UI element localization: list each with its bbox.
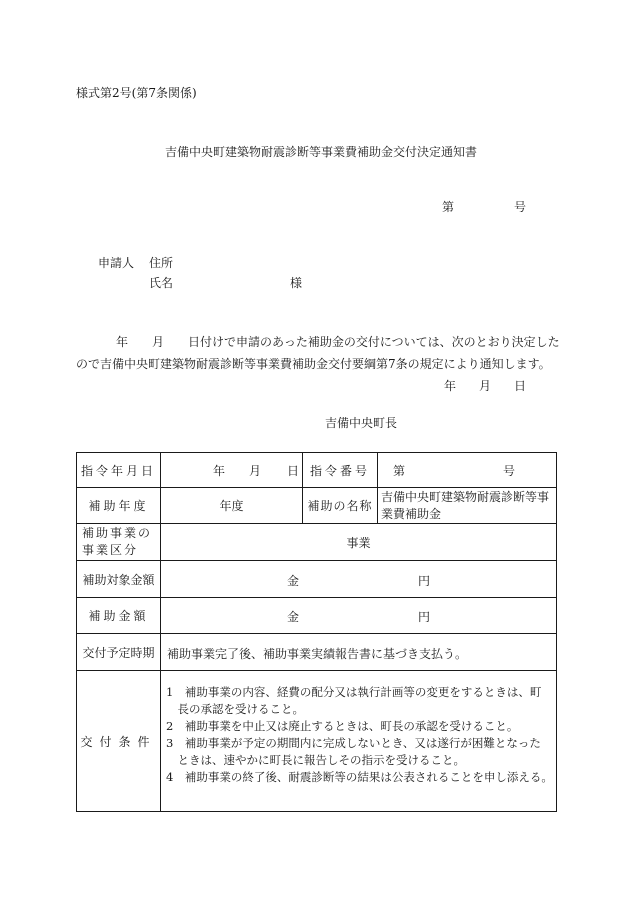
fiscal-year-value: 年度 (219, 499, 244, 513)
table-col-rule (377, 452, 378, 524)
body-line-1: 年 月 日付けで申請のあった補助金の交付については、次のとおり決定した (116, 335, 560, 349)
address-label: 住所 (149, 256, 174, 270)
eligible-amount-kin: 金 (287, 574, 300, 588)
condition-line: 2 補助事業を中止又は廃止するときは、町長の承認を受けること。 (166, 719, 519, 733)
condition-line: 4 補助事業の終了後、耐震診断等の結果は公表されることを申し添える。 (166, 770, 553, 784)
label-grant-conditions: 交付条件 (80, 734, 157, 749)
payment-timing-value: 補助事業完了後、補助事業実績報告書に基づき支払う。 (167, 647, 468, 661)
document-title: 吉備中央町建築物耐震診断等事業費補助金交付決定通知書 (165, 145, 478, 159)
label-subsidy-amount: 補助金額 (88, 609, 149, 623)
condition-line: 3 補助事業が予定の期間内に完成しないとき、又は遂行が困難となった (166, 736, 541, 750)
subsidy-name-line-1: 吉備中央町建築物耐震診断等事 (381, 490, 550, 504)
doc-number-dai: 第 (442, 200, 455, 214)
issuer: 吉備中央町長 (325, 416, 398, 430)
subsidy-name-line-2: 業費補助金 (381, 507, 442, 521)
label-order-number: 指令番号 (309, 463, 370, 478)
table-border-right (556, 452, 557, 812)
label-payment-timing: 交付予定時期 (82, 645, 155, 660)
applicant-label: 申請人 (98, 256, 135, 270)
subsidy-amount-en: 円 (418, 610, 431, 624)
table-border-bottom (76, 811, 557, 812)
eligible-amount-en: 円 (418, 574, 431, 588)
label-order-date: 指令年月日 (80, 463, 156, 478)
condition-line: ときは、速やかに町長に報告しその指示を受けること。 (166, 753, 465, 767)
order-year: 年 (213, 464, 226, 478)
grant-conditions-list (166, 684, 553, 786)
order-number-go: 号 (503, 464, 516, 478)
honorific: 様 (290, 276, 303, 290)
condition-line: 長の承認を受けること。 (166, 702, 304, 716)
label-business-category-line-1: 補助事業の (82, 526, 153, 540)
form-number: 様式第2号(第7条関係) (76, 86, 197, 100)
label-business-category-line-2: 事業区分 (82, 543, 139, 557)
subsidy-name (381, 489, 549, 523)
notice-year: 年 (444, 379, 457, 393)
label-subsidy-name: 補助の名称 (307, 499, 373, 513)
name-label: 氏名 (149, 276, 174, 290)
notice-month: 月 (479, 379, 492, 393)
order-day: 日 (287, 464, 300, 478)
label-business-category (82, 525, 152, 559)
business-category-value: 事業 (346, 535, 371, 550)
label-fiscal-year: 補助年度 (88, 499, 149, 513)
condition-line: 1 補助事業の内容、経費の配分又は執行計画等の変更をするときは、町 (166, 685, 542, 699)
doc-number-go: 号 (514, 200, 527, 214)
notice-day: 日 (514, 379, 527, 393)
order-number-dai: 第 (393, 464, 406, 478)
subsidy-amount-kin: 金 (287, 610, 300, 624)
label-eligible-amount: 補助対象金額 (82, 572, 155, 587)
order-month: 月 (249, 464, 262, 478)
body-line-2: ので吉備中央町建築物耐震診断等事業費補助金交付要綱第7条の規定により通知します。 (76, 357, 551, 371)
